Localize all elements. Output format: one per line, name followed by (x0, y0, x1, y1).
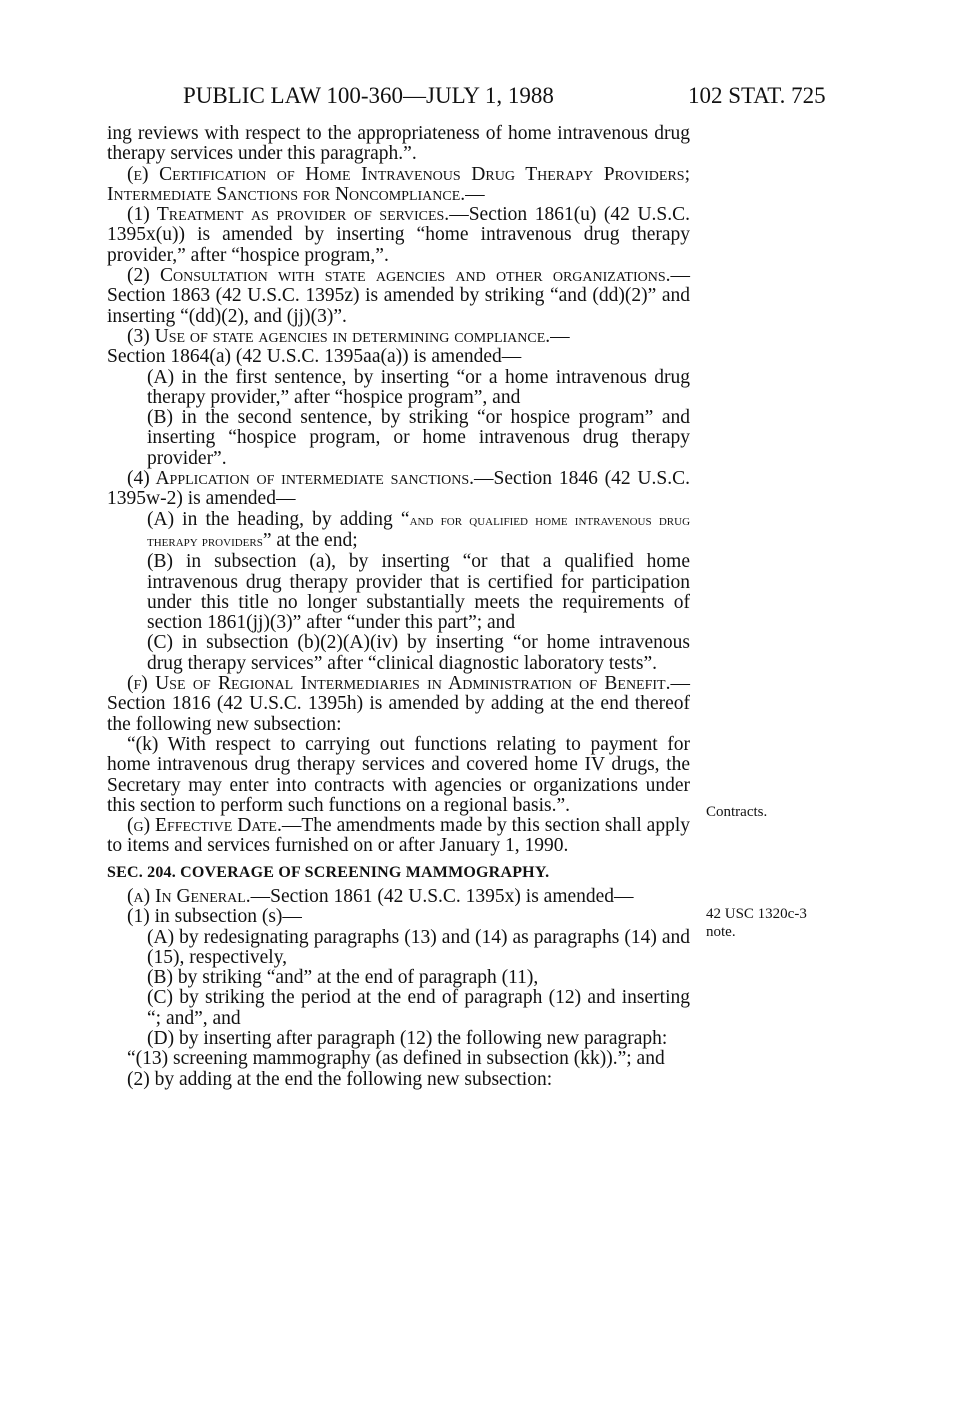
clause-e4-a-post: ” at the end; (262, 529, 358, 551)
clause-e3-b (107, 408, 690, 469)
paragraph-e1-heading: (1) Treatment as provider of services. (127, 204, 450, 226)
subsection-g (107, 816, 690, 857)
subsection-g-text: —The amendments made by this section shall apply to items and services furnished on or after January 1, 1990. (107, 815, 690, 857)
sec204-clause-b: (B) by striking “and” at the end of paragraph (11), (147, 967, 539, 989)
paragraph-e2-heading: (2) Consultation with state agencies and other organizations. (127, 265, 671, 287)
sec204-subsection-a-heading: (a) In General. (127, 885, 251, 907)
margin-note-usc-line2: note. (706, 924, 736, 940)
clause-e4-a-caps: and for qualified home intravenous drug therapy providers (147, 511, 691, 550)
paragraph-continuation: ing reviews with respect to the appropriateness of home intravenous drug therapy services under this paragraph.”. (107, 123, 690, 165)
paragraph-e2 (107, 266, 690, 327)
sec204-subsection-a-text: —Section 1861 (42 U.S.C. 1395x) is amended— (250, 885, 634, 907)
paragraph-e1 (107, 205, 690, 266)
paragraph-e3 (107, 327, 690, 347)
sec204-clause-c: (C) by striking the period at the end of paragraph (12) and inserting “; and”, and (147, 987, 690, 1029)
subsection-g-heading: (g) Effective Date. (127, 815, 282, 837)
paragraph-e3-lead: Section 1864(a) (42 U.S.C. 1395aa(a)) is amended— (107, 346, 522, 368)
margin-note-usc-line1: 42 USC 1320c-3 (706, 906, 807, 922)
clause-e4-a (107, 510, 690, 553)
running-header-left: PUBLIC LAW 100-360—JULY 1, 1988 (183, 83, 554, 108)
new-paragraph-13: “(13) screening mammography (as defined in subsection (kk)).”; and (127, 1048, 665, 1070)
section-title: SEC. 204. COVERAGE OF SCREENING MAMMOGRAPHY. (107, 863, 550, 881)
sec204-clause-a: (A) by redesignating paragraphs (13) and (14) as paragraphs (14) and (15), respectively, (147, 926, 690, 968)
clause-e4-b: (B) in subsection (a), by inserting “or that a qualified home intravenous drug therapy provider that is certified for participation under this title no longer substantially meets the requirements of section 1861(jj)(3)” after “under this part”; and (147, 551, 690, 634)
margin-note-usc (706, 905, 807, 941)
body-text (107, 124, 690, 1090)
paragraph-e4-text: —Section 1846 (42 U.S.C. 1395w-2) is amended— (107, 468, 690, 510)
subsection-f-heading: (f) Use of Regional Intermediaries in Administration of Benefit. (127, 673, 671, 695)
new-subsection-k: “(k) With respect to carrying out functions relating to payment for home intravenous drug therapy services and covered home IV drugs, the Secretary may enter into contracts with agencies or organizations under this section to perform such functions on a regional basis.”. (107, 733, 690, 816)
sec204-subsection-a (107, 887, 690, 907)
sec204-paragraph-1: (1) in subsection (s)— (127, 906, 302, 928)
subsection-e-title: (e) Certification of Home Intravenous Drug Therapy Providers; Intermediate Sanctions for Noncompliance.— (107, 163, 690, 205)
paragraph-e3-heading: (3) Use of state agencies in determining compliance. (127, 325, 551, 347)
clause-e4-c: (C) in subsection (b)(2)(A)(iv) by inserting “or home intravenous drug therapy services” after “clinical diagnostic laboratory tests”. (147, 632, 690, 674)
paragraph-e1-text: —Section 1861(u) (42 U.S.C. 1395x(u)) is amended by inserting “home intravenous drug therapy provider,” after “hospice program,”. (107, 204, 690, 266)
sec204-clause-d: (D) by inserting after paragraph (12) the following new paragraph: (147, 1028, 668, 1050)
subsection-f (107, 674, 690, 735)
clause-e3-a (107, 368, 690, 409)
paragraph-e4-heading: (4) Application of intermediate sanctions. (127, 468, 475, 490)
paragraph-e2-text: —Section 1863 (42 U.S.C. 1395z) is amended by striking “and (dd)(2)” and inserting “(dd)(2), and (jj)(3)”. (107, 265, 690, 327)
clause-e3-b-text: (B) in the second sentence, by striking “or hospice program” and inserting “hospice program, or home intravenous drug therapy provider”. (147, 407, 690, 469)
clause-e4-a-pre: (A) in the heading, by adding “ (147, 508, 410, 530)
subsection-e-heading (107, 165, 690, 206)
page-number-header: 102 STAT. 725 (688, 83, 826, 108)
margin-note-contracts: Contracts. (706, 804, 768, 820)
subsection-f-text: —Section 1816 (42 U.S.C. 1395h) is amended by adding at the end thereof the following new subsection: (107, 673, 690, 735)
paragraph-e3-dash: — (550, 325, 570, 347)
clause-e3-a-text: (A) in the first sentence, by inserting “or a home intravenous drug therapy provider,” after “hospice program”, and (147, 366, 690, 408)
paragraph-e4 (107, 469, 690, 510)
sec204-paragraph-2: (2) by adding at the end the following new subsection: (127, 1068, 553, 1090)
